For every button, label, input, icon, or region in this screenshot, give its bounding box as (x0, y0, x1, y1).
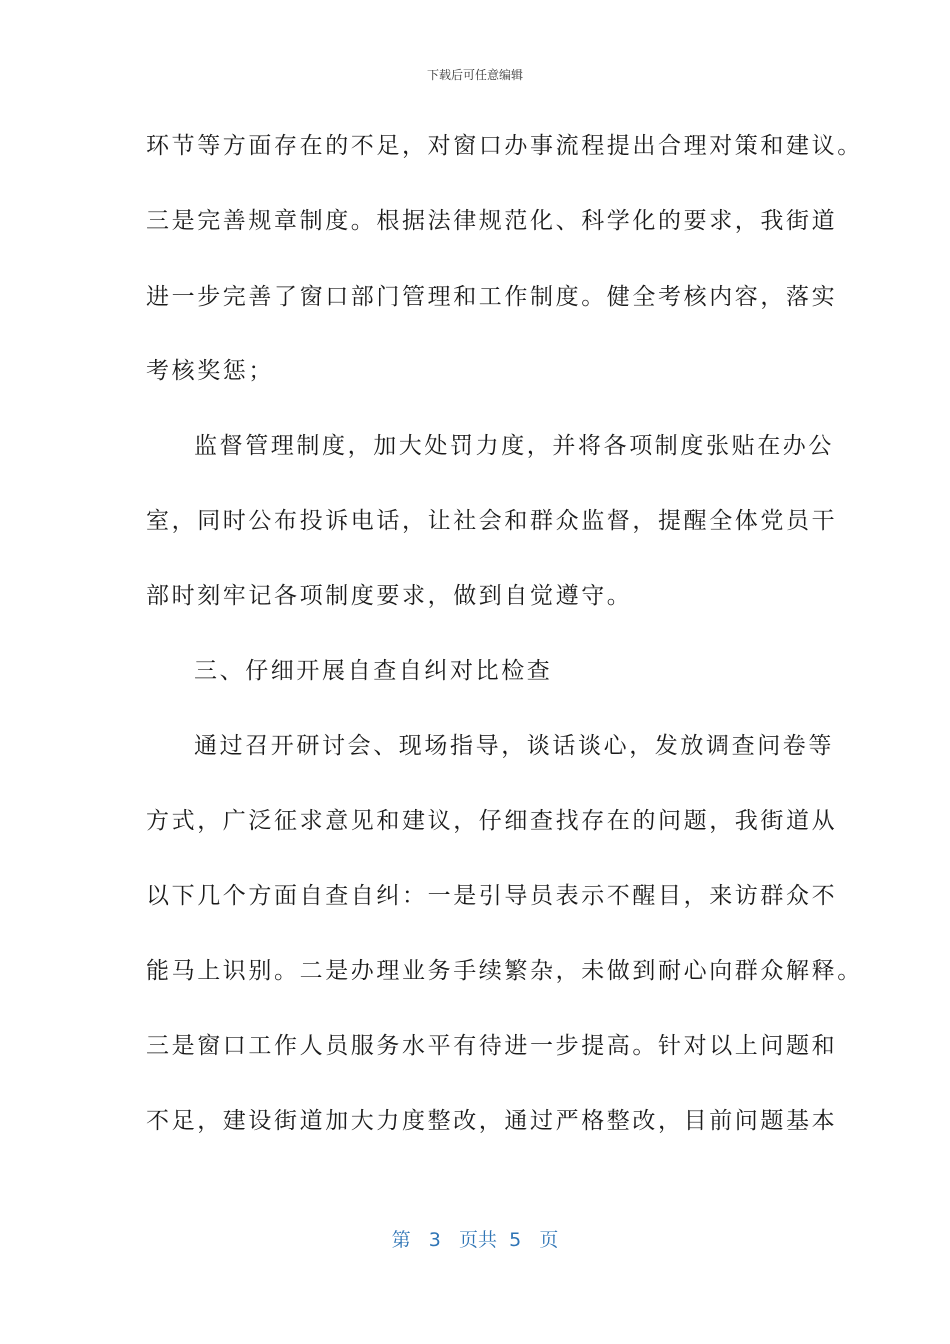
body-line: 三是窗口工作人员服务水平有待进一步提高。针对以上问题和 (146, 1033, 838, 1059)
body-line: 通过召开研讨会、现场指导，谈话谈心，发放调查问卷等 (194, 733, 834, 759)
body-line: 监督管理制度，加大处罚力度，并将各项制度张贴在办公 (194, 433, 834, 459)
footer-prefix: 第 (391, 1229, 411, 1251)
body-line: 三是完善规章制度。根据法律规范化、科学化的要求，我街道 (146, 208, 838, 234)
body-line: 进一步完善了窗口部门管理和工作制度。健全考核内容，落实 (146, 284, 838, 310)
current-page-number: 3 (428, 1229, 441, 1251)
section-heading: 三、仔细开展自查自纠对比检查 (194, 658, 553, 684)
footer-middle: 页共 (459, 1229, 498, 1251)
body-line: 部时刻牢记各项制度要求，做到自觉遵守。 (146, 583, 633, 609)
body-line: 环节等方面存在的不足，对窗口办事流程提出合理对策和建议。 (146, 133, 863, 159)
body-line: 室，同时公布投诉电话，让社会和群众监督，提醒全体党员干 (146, 508, 838, 534)
body-line: 方式，广泛征求意见和建议，仔细查找存在的问题，我街道从 (146, 808, 838, 834)
footer-suffix: 页 (539, 1229, 559, 1251)
body-line: 不足，建设街道加大力度整改，通过严格整改，目前问题基本 (146, 1108, 838, 1134)
page-footer (0, 1225, 950, 1252)
body-line: 考核奖惩； (146, 358, 274, 384)
total-pages-number: 5 (509, 1229, 522, 1251)
body-line: 能马上识别。二是办理业务手续繁杂，未做到耐心向群众解释。 (146, 958, 863, 984)
body-line: 以下几个方面自查自纠：一是引导员表示不醒目，来访群众不 (146, 883, 838, 909)
page-header: 下载后可任意编辑 (426, 68, 523, 82)
